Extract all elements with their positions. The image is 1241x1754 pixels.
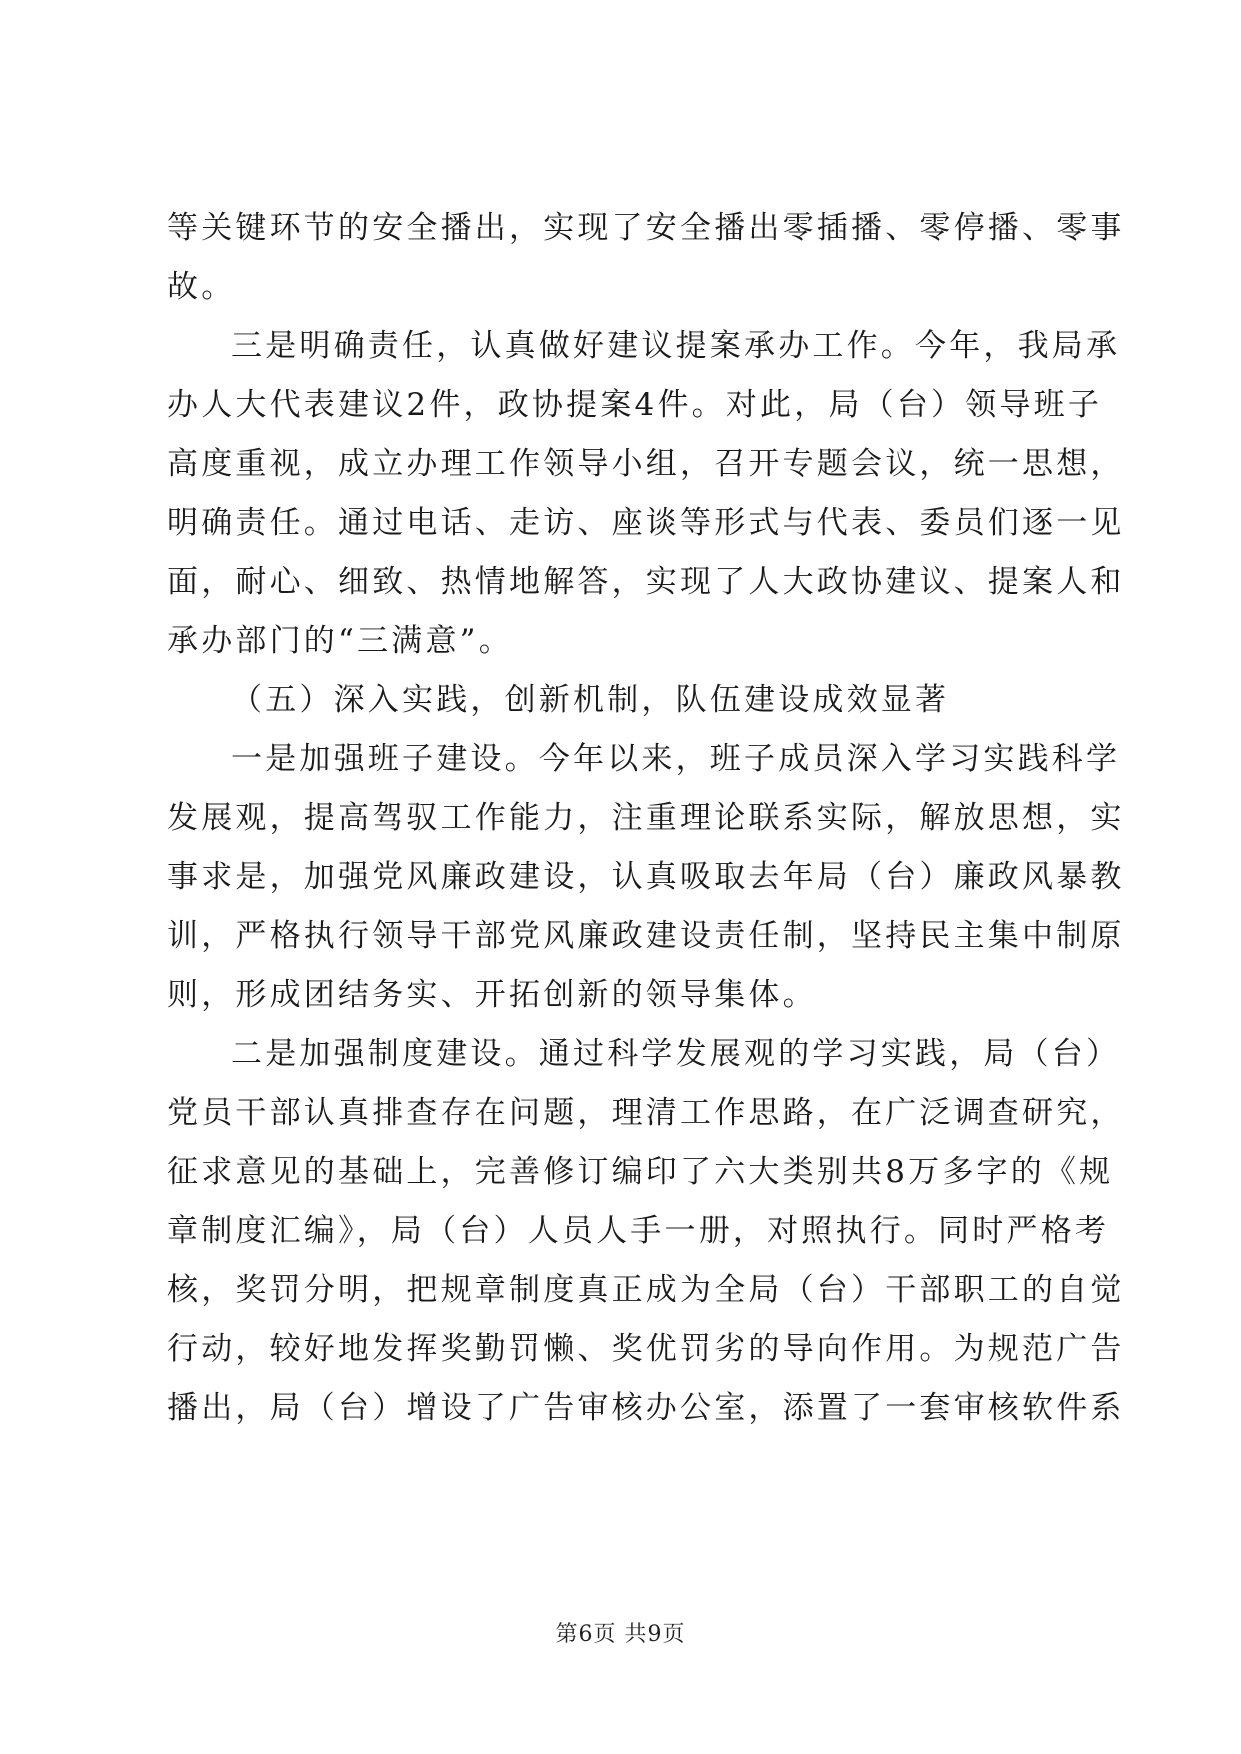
paragraph-start-line: 二是加强制度建设。通过科学发展观的学习实践，局（台） <box>231 1036 1121 1072</box>
text-line: 则，形成团结务实、开拓创新的领导集体。 <box>167 977 817 1013</box>
text-line: 等关键环节的安全播出，实现了安全播出零插播、零停播、零事 <box>167 210 1125 246</box>
text-line: 章制度汇编》，局（台）人员人手一册，对照执行。同时严格考 <box>167 1213 1110 1249</box>
text-line: 发展观，提高驾驭工作能力，注重理论联系实际，解放思想，实 <box>167 800 1125 836</box>
text-line: 办人大代表建议2件，政协提案4件。对此，局（台）领导班子 <box>167 387 1103 423</box>
text-line: 征求意见的基础上，完善修订编印了六大类别共8万多字的《规 <box>167 1154 1114 1190</box>
page-number-footer: 第6页 共9页 <box>555 1622 686 1647</box>
text-line: 核，奖罚分明，把规章制度真正成为全局（台）干部职工的自觉 <box>167 1272 1125 1308</box>
paragraph-start-line: 一是加强班子建设。今年以来，班子成员深入学习实践科学 <box>231 741 1121 777</box>
section-heading: （五）深入实践，创新机制，队伍建设成效显著 <box>231 682 950 718</box>
text-line: 事求是，加强党风廉政建设，认真吸取去年局（台）廉政风暴教 <box>167 859 1125 895</box>
text-line: 承办部门的“三满意”。 <box>167 623 513 659</box>
text-line: 高度重视，成立办理工作领导小组，召开专题会议，统一思想， <box>167 446 1125 482</box>
paragraph-start-line: 三是明确责任，认真做好建议提案承办工作。今年，我局承 <box>231 328 1121 364</box>
text-line: 行动，较好地发挥奖勤罚懒、奖优罚劣的导向作用。为规范广告 <box>167 1331 1125 1367</box>
text-line: 明确责任。通过电话、走访、座谈等形式与代表、委员们逐一见 <box>167 505 1125 541</box>
text-line: 故。 <box>167 269 236 305</box>
text-line: 党员干部认真排查存在问题，理清工作思路，在广泛调查研究， <box>167 1095 1125 1131</box>
text-line: 播出，局（台）增设了广告审核办公室，添置了一套审核软件系 <box>167 1390 1125 1426</box>
text-line: 面，耐心、细致、热情地解答，实现了人大政协建议、提案人和 <box>167 564 1125 600</box>
text-line: 训，严格执行领导干部党风廉政建设责任制，坚持民主集中制原 <box>167 918 1125 954</box>
